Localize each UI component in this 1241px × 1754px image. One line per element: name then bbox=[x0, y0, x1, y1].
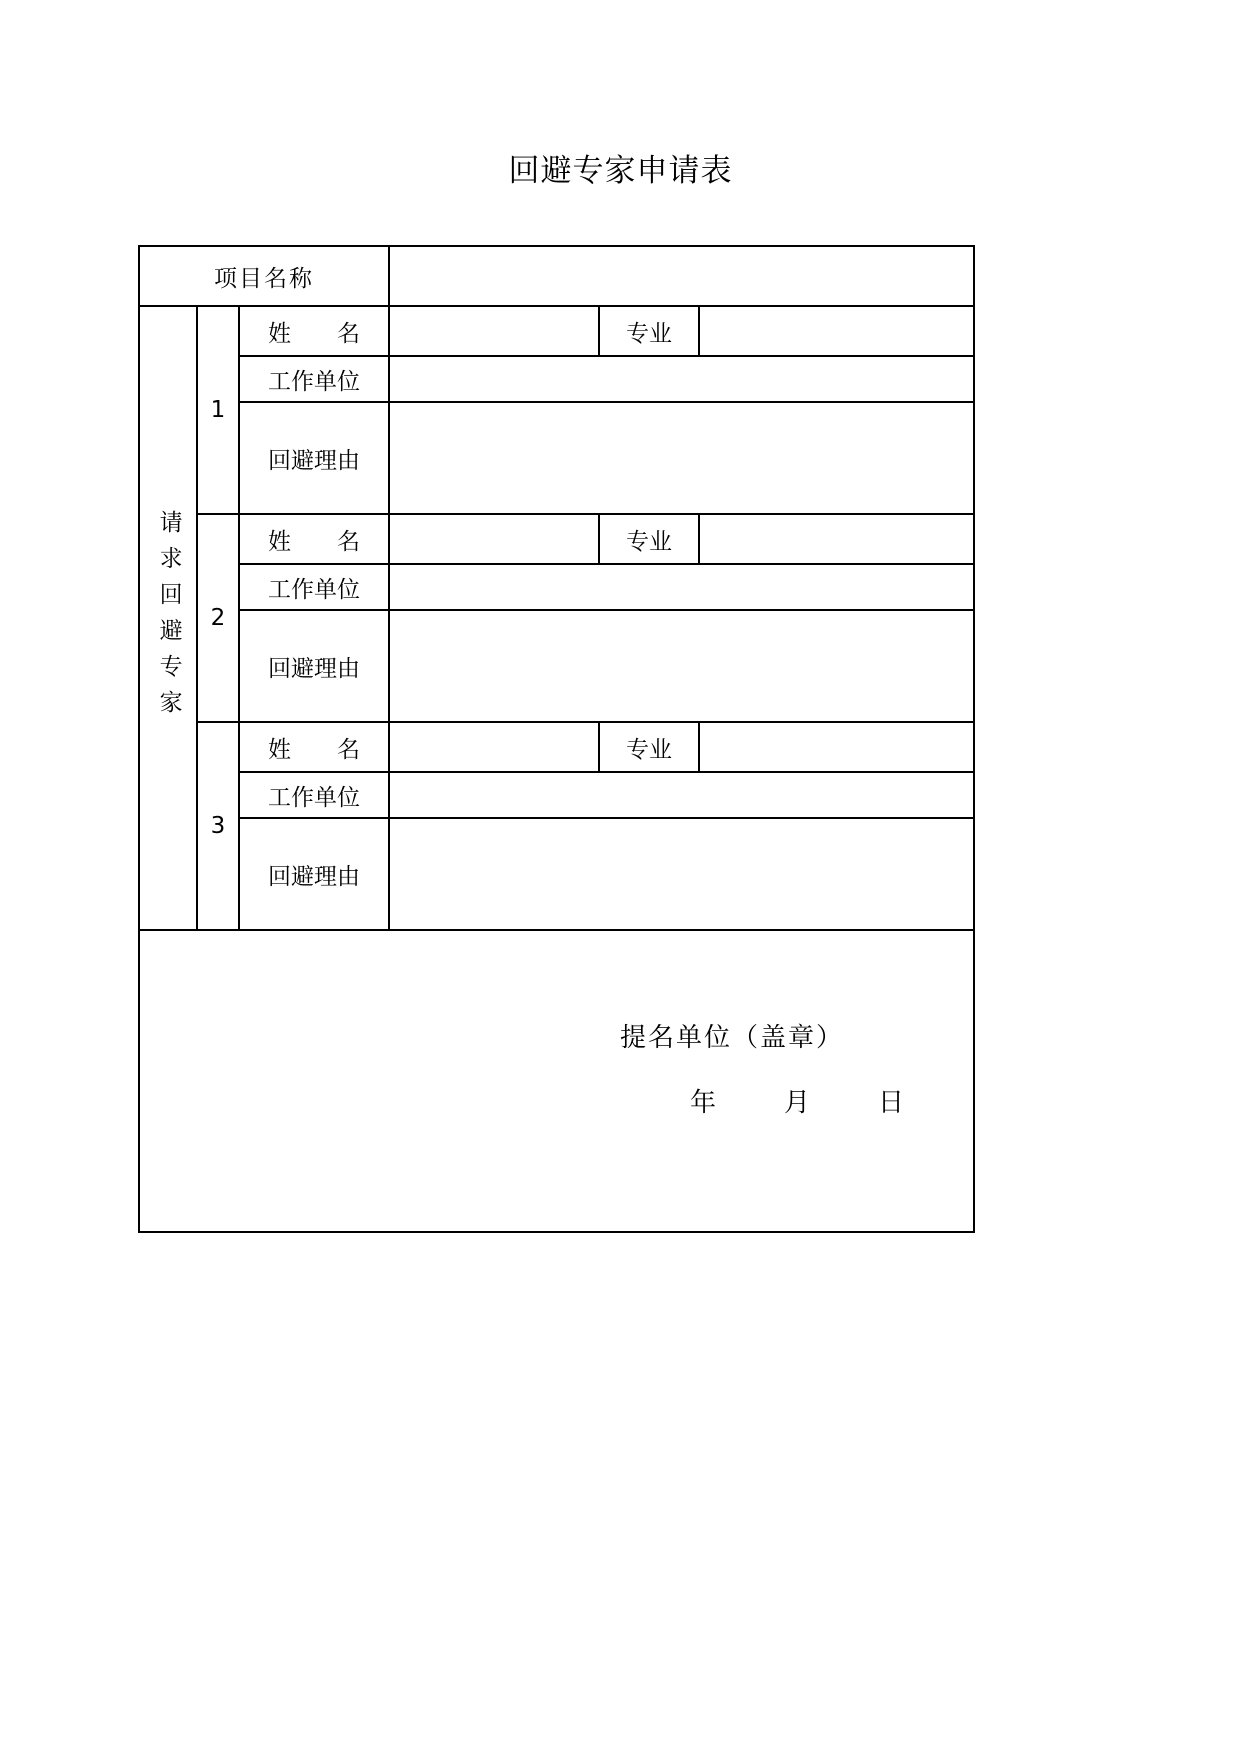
label-name-1: 姓 名 bbox=[239, 306, 389, 356]
label-work-unit-3: 工作单位 bbox=[239, 772, 389, 818]
table-row-expert2-unit bbox=[139, 564, 974, 610]
input-work-unit-1[interactable] bbox=[389, 356, 974, 402]
expert-index-1: 1 bbox=[197, 306, 239, 514]
input-name-3[interactable] bbox=[389, 722, 599, 772]
table-row-expert2-reason bbox=[139, 610, 974, 722]
input-major-1[interactable] bbox=[699, 306, 974, 356]
label-reason-1: 回避理由 bbox=[239, 402, 389, 514]
label-reason-3: 回避理由 bbox=[239, 818, 389, 930]
date-line bbox=[140, 1082, 973, 1145]
table-row-footer bbox=[139, 930, 974, 1232]
table-row-expert3-reason bbox=[139, 818, 974, 930]
input-major-2[interactable] bbox=[699, 514, 974, 564]
table-row-expert1-name bbox=[139, 306, 974, 356]
label-name-3: 姓 名 bbox=[239, 722, 389, 772]
project-name-label: 项目名称 bbox=[139, 246, 389, 306]
input-work-unit-2[interactable] bbox=[389, 564, 974, 610]
table-row-expert3-name bbox=[139, 722, 974, 772]
input-work-unit-3[interactable] bbox=[389, 772, 974, 818]
date-year-label: 年 bbox=[690, 1088, 717, 1118]
expert-index-3: 3 bbox=[197, 722, 239, 930]
input-reason-1[interactable] bbox=[389, 402, 974, 514]
input-name-2[interactable] bbox=[389, 514, 599, 564]
label-major-1: 专业 bbox=[599, 306, 699, 356]
label-work-unit-1: 工作单位 bbox=[239, 356, 389, 402]
table-row-expert3-unit bbox=[139, 772, 974, 818]
table-row-expert1-unit bbox=[139, 356, 974, 402]
input-major-3[interactable] bbox=[699, 722, 974, 772]
input-reason-3[interactable] bbox=[389, 818, 974, 930]
label-major-2: 专业 bbox=[599, 514, 699, 564]
label-major-3: 专业 bbox=[599, 722, 699, 772]
table-row-expert1-reason bbox=[139, 402, 974, 514]
date-month-label: 月 bbox=[784, 1088, 811, 1118]
group-label-avoidance-experts: 请求回避专家 bbox=[139, 306, 197, 930]
table-row-project bbox=[139, 246, 974, 306]
signature-area[interactable] bbox=[139, 930, 974, 1232]
label-reason-2: 回避理由 bbox=[239, 610, 389, 722]
table-row-expert2-name bbox=[139, 514, 974, 564]
date-day-label: 日 bbox=[878, 1088, 905, 1118]
stamp-label: 提名单位（盖章） bbox=[620, 1023, 845, 1053]
project-name-value[interactable] bbox=[389, 246, 974, 306]
label-name-2: 姓 名 bbox=[239, 514, 389, 564]
avoidance-expert-application-table bbox=[138, 245, 975, 1233]
expert-index-2: 2 bbox=[197, 514, 239, 722]
input-name-1[interactable] bbox=[389, 306, 599, 356]
label-work-unit-2: 工作单位 bbox=[239, 564, 389, 610]
input-reason-2[interactable] bbox=[389, 610, 974, 722]
page-title: 回避专家申请表 bbox=[508, 153, 733, 189]
